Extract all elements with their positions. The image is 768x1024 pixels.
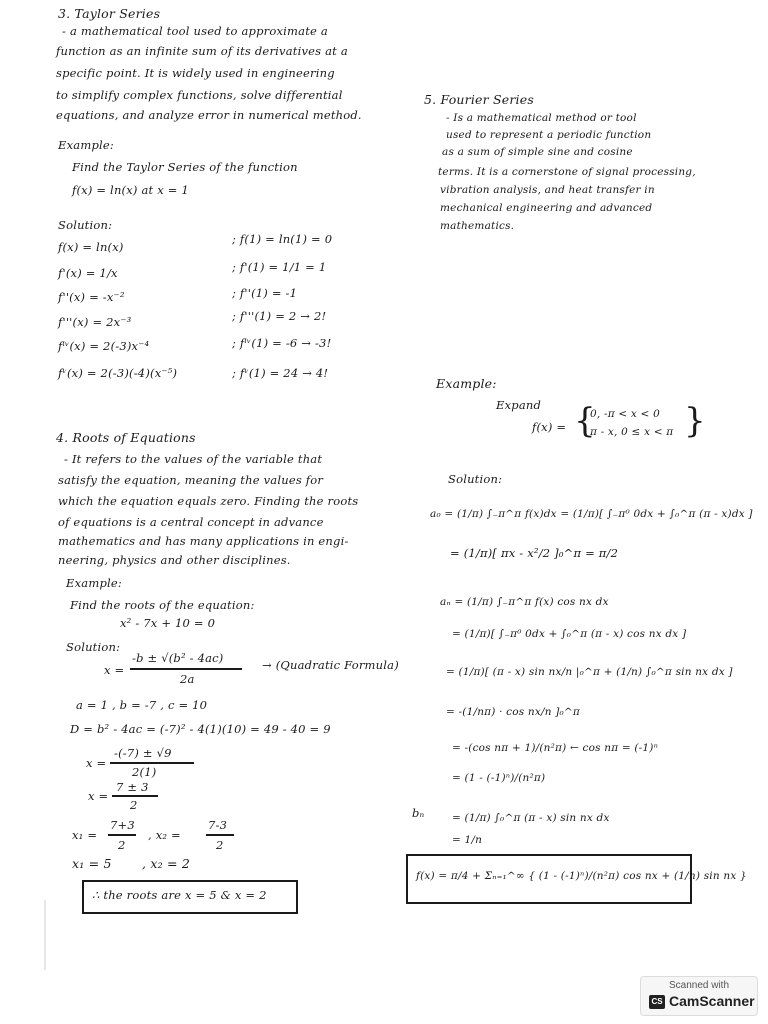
watermark-caption: Scanned with <box>668 980 730 991</box>
camscanner-logo-icon: CS <box>649 995 665 1009</box>
derivative-rhs: ; fᵛ(1) = 24 → 4! <box>232 366 329 380</box>
example-2-equation: x² - 7x + 10 = 0 <box>120 616 216 630</box>
s3-line: specific point. It is widely used in engineering <box>56 66 335 80</box>
an-line-3: = (1/π)[ (π - x) sin nx/n |₀^π + (1/n) ∫₀^π sin nx dx ] <box>446 666 733 678</box>
example-function: f(x) = ln(x) at x = 1 <box>72 183 189 197</box>
watermark-brand: CamScanner <box>669 993 755 1009</box>
final-result: f(x) = π/4 + Σₙ₌₁^∞ { (1 - (-1)ⁿ)/(n²π) cos nx + (1/n) sin nx } <box>416 870 747 882</box>
s5-line: terms. It is a cornerstone of signal processing, <box>438 166 696 178</box>
section-3-title: 3. Taylor Series <box>58 6 161 21</box>
x2-lhs: , x₂ = <box>148 828 181 842</box>
quad-numerator: -b ± √(b² - 4ac) <box>132 651 224 665</box>
s5-line: as a sum of simple sine and cosine <box>442 146 633 158</box>
expand-label: Expand <box>496 398 542 412</box>
x2-denominator: 2 <box>216 838 224 852</box>
brace-right-icon: } <box>684 401 706 441</box>
piecewise-lhs: f(x) = <box>532 420 567 434</box>
step-lhs: x = <box>86 756 107 770</box>
section-4-title: 4. Roots of Equations <box>56 430 196 445</box>
example-2-task: Find the roots of the equation: <box>70 598 255 612</box>
solution-3-label: Solution: <box>448 472 503 486</box>
piece-1: 0, -π < x < 0 <box>590 408 660 420</box>
scan-edge <box>44 900 46 970</box>
step-denominator: 2(1) <box>132 765 157 779</box>
section-5-title: 5. Fourier Series <box>424 92 534 107</box>
derivative-rhs: ; f''(1) = -1 <box>232 286 298 300</box>
step-numerator: -(-7) ± √9 <box>114 746 172 760</box>
camscanner-watermark <box>640 976 758 1016</box>
derivative-lhs: f'(x) = 1/x <box>58 266 118 280</box>
example-label: Example: <box>58 138 114 152</box>
fraction-bar <box>206 834 234 836</box>
quad-lhs: x = <box>104 663 125 677</box>
discriminant: D = b² - 4ac = (-7)² - 4(1)(10) = 49 - 40 = 9 <box>70 722 331 736</box>
piece-2: π - x, 0 ≤ x < π <box>590 426 674 438</box>
an-line-1: aₙ = (1/π) ∫₋π^π f(x) cos nx dx <box>440 596 609 608</box>
a0-line-2: = (1/π)[ πx - x²/2 ]₀^π = π/2 <box>450 546 619 560</box>
fraction-bar <box>108 834 136 836</box>
derivative-rhs: ; f(1) = ln(1) = 0 <box>232 232 333 246</box>
step-denominator: 2 <box>130 798 138 812</box>
solution-label: Solution: <box>58 218 113 232</box>
s4-line: which the equation equals zero. Finding the roots <box>58 494 359 508</box>
an-line-4: = -(1/nπ) · cos nx/n ]₀^π <box>446 706 581 718</box>
derivative-rhs: ; f'''(1) = 2 → 2! <box>232 309 327 323</box>
s4-line: - It refers to the values of the variable that <box>64 452 323 466</box>
an-line-2: = (1/π)[ ∫₋π⁰ 0dx + ∫₀^π (π - x) cos nx dx ] <box>452 628 687 640</box>
solution-2-label: Solution: <box>66 640 121 654</box>
quad-note: → (Quadratic Formula) <box>262 658 399 672</box>
step-lhs: x = <box>88 789 109 803</box>
s4-line: of equations is a central concept in advance <box>58 515 324 529</box>
s5-line: vibration analysis, and heat transfer in <box>440 184 655 196</box>
s3-line: - a mathematical tool used to approximate a <box>62 24 328 38</box>
an-line-5: = -(cos nπ + 1)/(n²π) ← cos nπ = (-1)ⁿ <box>452 742 659 754</box>
coefficients: a = 1 , b = -7 , c = 10 <box>76 698 208 712</box>
example-3-label: Example: <box>436 376 497 391</box>
x2-numerator: 7-3 <box>208 818 228 832</box>
step-numerator: 7 ± 3 <box>116 780 149 794</box>
derivative-lhs: fᵛ(x) = 2(-3)(-4)(x⁻⁵) <box>58 366 178 380</box>
s5-line: - Is a mathematical method or tool <box>446 112 637 124</box>
bn-line-2: = 1/n <box>452 834 483 846</box>
derivative-lhs: f(x) = ln(x) <box>58 240 124 254</box>
a0-line-1: a₀ = (1/π) ∫₋π^π f(x)dx = (1/π)[ ∫₋π⁰ 0dx + ∫₀^π (π - x)dx ] <box>430 508 753 520</box>
derivative-lhs: fⁱᵛ(x) = 2(-3)x⁻⁴ <box>58 339 150 353</box>
s3-line: equations, and analyze error in numerical method. <box>56 108 362 122</box>
s5-line: used to represent a periodic function <box>446 129 652 141</box>
example-task: Find the Taylor Series of the function <box>72 160 298 174</box>
s5-line: mechanical engineering and advanced <box>440 202 653 214</box>
s4-line: satisfy the equation, meaning the values for <box>58 473 324 487</box>
s4-line: neering, physics and other disciplines. <box>58 553 291 567</box>
answer-text: ∴ the roots are x = 5 & x = 2 <box>92 888 267 902</box>
x1-value: x₁ = 5 <box>72 856 112 871</box>
s5-line: mathematics. <box>440 220 515 232</box>
x1-numerator: 7+3 <box>110 818 135 832</box>
bn-label: bₙ <box>412 806 425 820</box>
brace-left-icon: { <box>574 401 596 441</box>
derivative-rhs: ; fⁱᵛ(1) = -6 → -3! <box>232 336 332 350</box>
x2-value: , x₂ = 2 <box>142 856 190 871</box>
x1-denominator: 2 <box>118 838 126 852</box>
x1-lhs: x₁ = <box>72 828 98 842</box>
s3-line: function as an infinite sum of its derivatives at a <box>56 44 348 58</box>
derivative-lhs: f'''(x) = 2x⁻³ <box>58 315 132 329</box>
example-2-label: Example: <box>66 576 122 590</box>
fraction-bar <box>130 668 242 670</box>
s3-line: to simplify complex functions, solve differential <box>56 88 343 102</box>
derivative-lhs: f''(x) = -x⁻² <box>58 290 125 304</box>
quad-denominator: 2a <box>180 672 195 686</box>
bn-line-1: = (1/π) ∫₀^π (π - x) sin nx dx <box>452 812 610 824</box>
an-line-6: = (1 - (-1)ⁿ)/(n²π) <box>452 772 546 784</box>
fraction-bar <box>110 762 194 764</box>
derivative-rhs: ; f'(1) = 1/1 = 1 <box>232 260 327 274</box>
s4-line: mathematics and has many applications in engi- <box>58 534 349 548</box>
fraction-bar <box>112 795 158 797</box>
